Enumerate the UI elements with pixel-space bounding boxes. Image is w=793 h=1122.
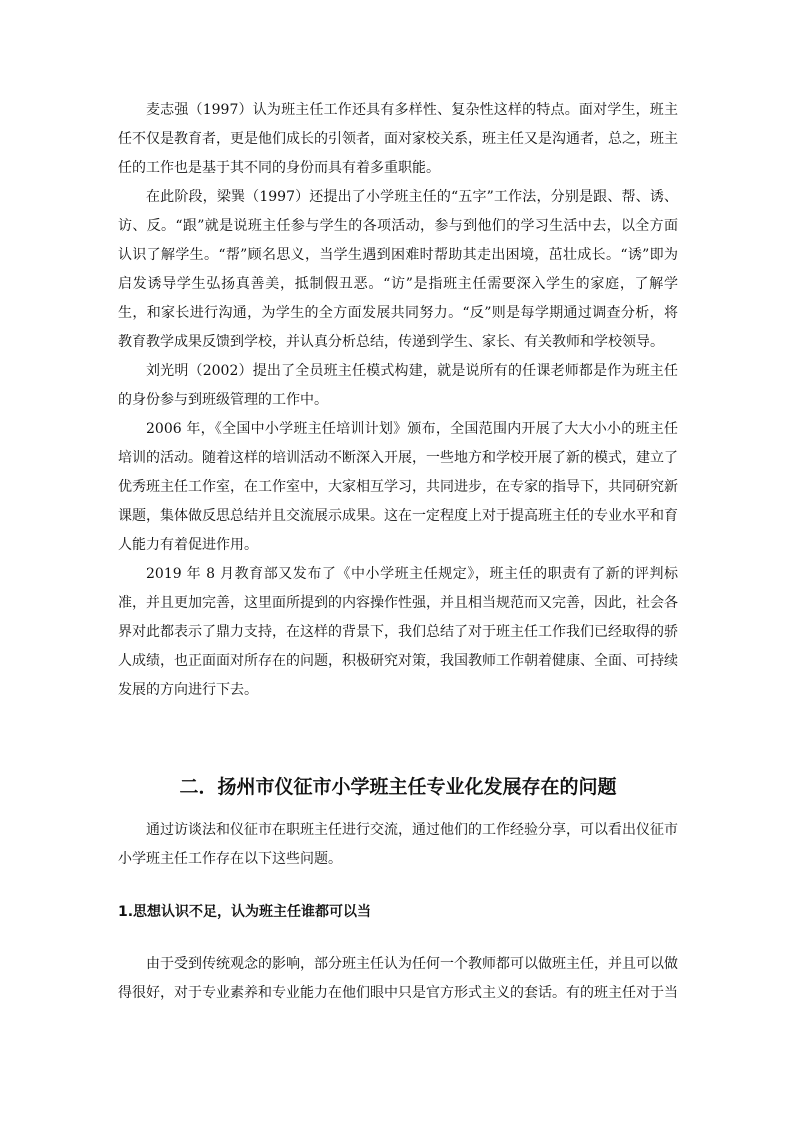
paragraph-liu-guangming: 刘光明（2002）提出了全员班主任模式构建，就是说所有的任课老师都是作为班主任的身份参与到班级管理的工作中。 [118, 363, 678, 408]
sub-heading: 1.思想认识不足，认为班主任谁都可以当 [118, 904, 372, 920]
sub-section-paragraph: 由于受到传统观念的影响，部分班主任认为任何一个教师都可以做班主任，并且可以做得很好，对于专业素养和专业能力在他们眼中只是官方形式主义的套话。有的班主任对于当 [118, 956, 678, 1001]
section-intro-block [118, 816, 678, 874]
sub-section-block [118, 950, 678, 1008]
paragraph-2019-regulation: 2019 年 8 月教育部又发布了《中小学班主任规定》，班主任的职责有了新的评判标准，并且更加完善，这里面所提到的内容操作性强，并且相当规范而又完善，因此，社会各界对此都表示了鼎力支持，在这样的背景下，我们总结了对于班主任工作我们已经取得的骄人成绩，也正面面对所存在的问题，积极研究对策，我国教师工作朝着健康、全面、可持续发展的方向进行下去。 [118, 566, 678, 698]
paragraph-2006-plan: 2006 年，《全国中小学班主任培训计划》颁布，全国范围内开展了大大小小的班主任培训的活动。随着这样的培训活动不断深入开展，一些地方和学校开展了新的模式，建立了优秀班主任工作室，在工作室中，大家相互学习，共同进步，在专家的指导下，共同研究新课题，集体做反思总结并且交流展示成果。这在一定程度上对于提高班主任的专业水平和育人能力有着促进作用。 [118, 421, 678, 553]
section-intro-paragraph: 通过访谈法和仪征市在职班主任进行交流，通过他们的工作经验分享，可以看出仪征市小学班主任工作存在以下这些问题。 [118, 822, 678, 867]
paragraph-mai-zhiqiang: 麦志强（1997）认为班主任工作还具有多样性、复杂性这样的特点。面对学生，班主任不仅是教育者，更是他们成长的引领者，面对家校关系，班主任又是沟通者，总之，班主任的工作也是基于其不同的身份而具有着多重职能。 [118, 102, 678, 176]
paragraph-liang-xun: 在此阶段，梁巽（1997）还提出了小学班主任的“五字”工作法，分别是跟、帮、诱、访、反。“跟”就是说班主任参与学生的各项活动，参与到他们的学习生活中去，以全方面认识了解学生。“帮”顾名思义，当学生遇到困难时帮助其走出困境，茁壮成长。“诱”即为启发诱导学生弘扬真善美，抵制假丑恶。“访”是指班主任需要深入学生的家庭，了解学生，和家长进行沟通，为学生的全方面发展共同努力。“反”则是每学期通过调查分析，将教育教学成果反馈到学校，并认真分析总结，传递到学生、家长、有关教师和学校领导。 [118, 189, 678, 350]
body-text-top [118, 96, 678, 705]
section-heading: 二．扬州市仪征市小学班主任专业化发展存在的问题 [179, 776, 617, 798]
